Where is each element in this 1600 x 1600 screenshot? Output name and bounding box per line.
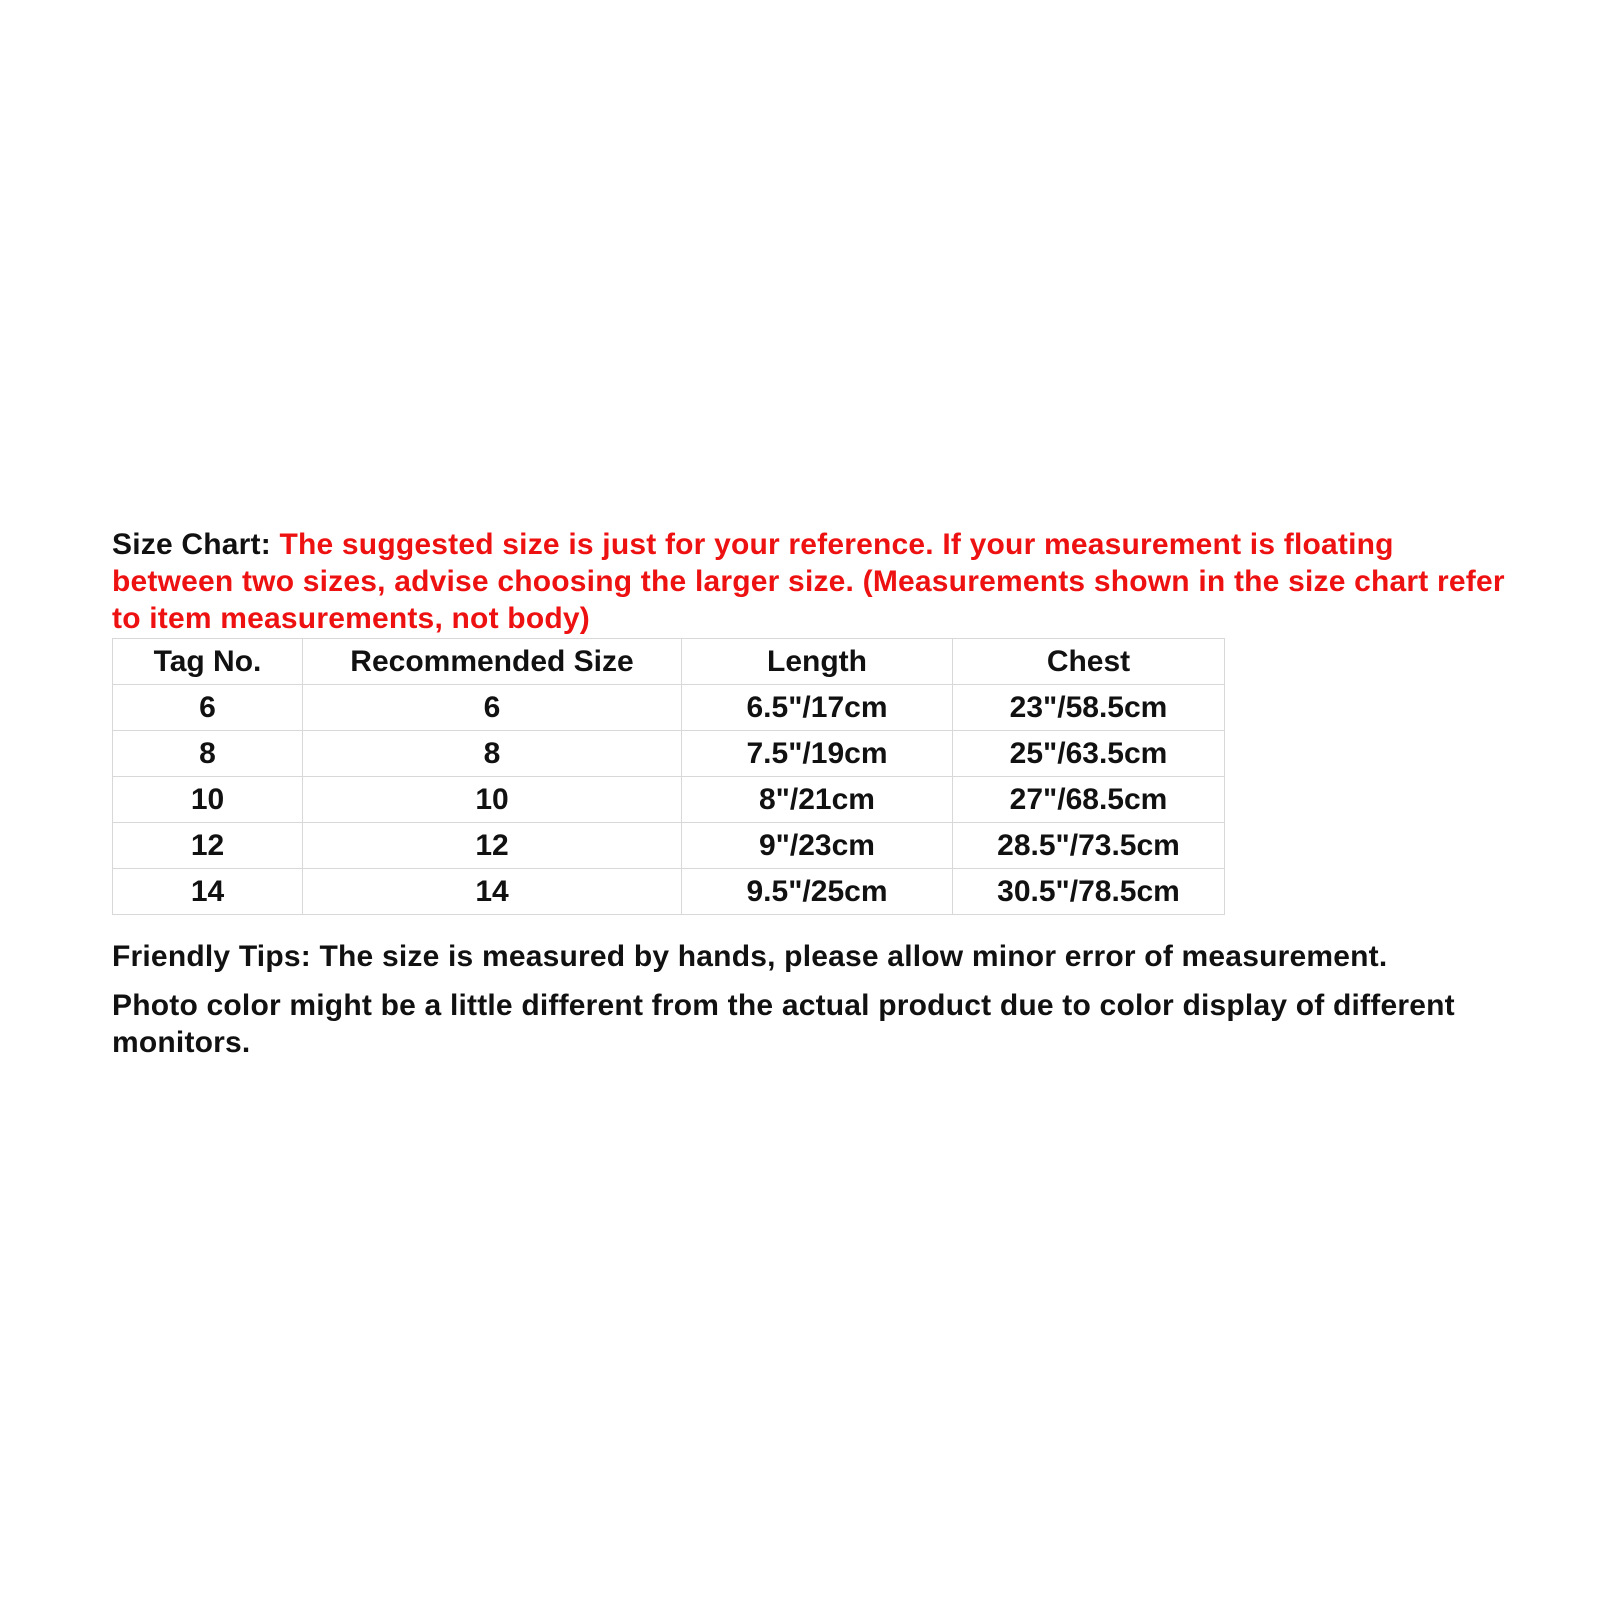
table-row xyxy=(113,731,1225,777)
cell-length: 6.5"/17cm xyxy=(682,685,953,731)
table-row xyxy=(113,685,1225,731)
cell-chest: 23"/58.5cm xyxy=(953,685,1225,731)
cell-length: 9"/23cm xyxy=(682,823,953,869)
table-row xyxy=(113,869,1225,915)
cell-chest: 27"/68.5cm xyxy=(953,777,1225,823)
table-row xyxy=(113,823,1225,869)
cell-recommended-size: 10 xyxy=(303,777,682,823)
cell-length: 8"/21cm xyxy=(682,777,953,823)
table-row xyxy=(113,777,1225,823)
cell-length: 7.5"/19cm xyxy=(682,731,953,777)
cell-tag-no: 10 xyxy=(113,777,303,823)
cell-length: 9.5"/25cm xyxy=(682,869,953,915)
size-chart-intro xyxy=(112,526,1512,637)
cell-chest: 28.5"/73.5cm xyxy=(953,823,1225,869)
tips-line-photo-color: Photo color might be a little different from the actual product due to color display of different monitors. xyxy=(112,989,1455,1059)
size-table xyxy=(112,638,1225,915)
cell-recommended-size: 14 xyxy=(303,869,682,915)
cell-tag-no: 14 xyxy=(113,869,303,915)
cell-recommended-size: 12 xyxy=(303,823,682,869)
cell-tag-no: 8 xyxy=(113,731,303,777)
header-length: Length xyxy=(682,639,953,685)
cell-tag-no: 12 xyxy=(113,823,303,869)
size-chart-label: Size Chart: xyxy=(112,528,271,561)
size-chart-note: The suggested size is just for your reference. If your measurement is floating between two sizes, advise choosing the larger size. (Measurements shown in the size chart refer to item measurements, not body) xyxy=(112,528,1505,635)
header-chest: Chest xyxy=(953,639,1225,685)
friendly-tips xyxy=(112,938,1512,1073)
cell-chest: 30.5"/78.5cm xyxy=(953,869,1225,915)
table-header-row xyxy=(113,639,1225,685)
header-tag-no: Tag No. xyxy=(113,639,303,685)
cell-chest: 25"/63.5cm xyxy=(953,731,1225,777)
cell-tag-no: 6 xyxy=(113,685,303,731)
cell-recommended-size: 8 xyxy=(303,731,682,777)
header-recommended-size: Recommended Size xyxy=(303,639,682,685)
cell-recommended-size: 6 xyxy=(303,685,682,731)
tips-line-measurement: Friendly Tips: The size is measured by hands, please allow minor error of measurement. xyxy=(112,940,1388,973)
